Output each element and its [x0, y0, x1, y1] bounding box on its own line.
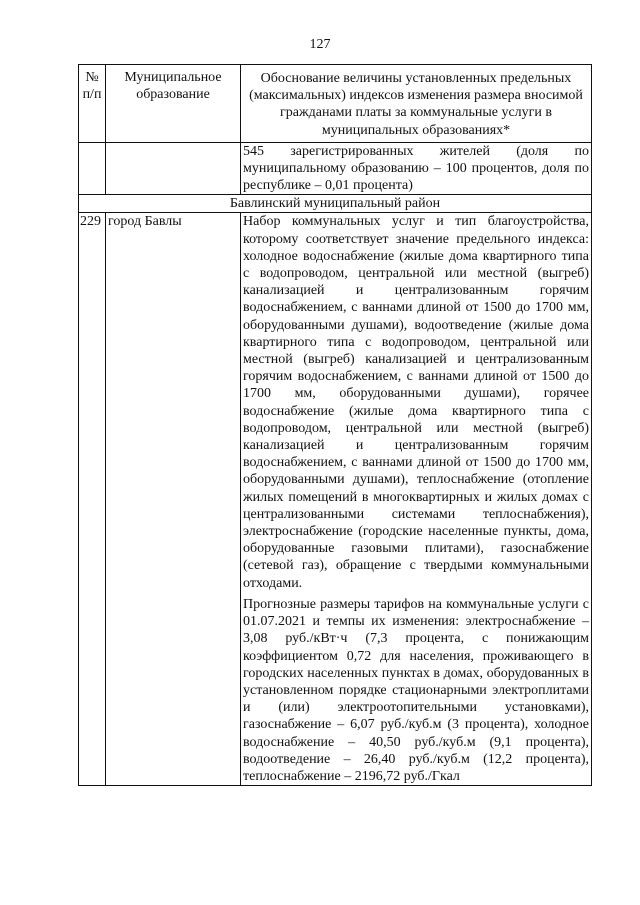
justification-paragraph-1: Набор коммунальных услуг и тип благоустройства, которому соответствует значение предельного индекса: холодное водоснабжение (жилые дома квартирного типа с водопроводом, центральной или местной (выгреб) канализацией и централизованным горячим водоснабжением, с ваннами длиной от 1500 до 1700 мм, оборудованными душами), водоотведение (жилые дома квартирного типа с водопроводом, центральной или местной (выгреб) канализацией и централизованным горячим водоснабжением, с ваннами длиной от 1500 до 1700 мм, оборудованными душами), горячее водоснабжение (жилые дома квартирного типа с водопроводом, центральной или местной (выгреб) канализацией и централизованным горячим водоснабжением, с ваннами длиной от 1500 до 1700 мм, оборудованными душами), теплоснабжение (отопление жилых помещений в многоквартирных и жилых домах с централизованными системами теплоснабжения), электроснабжение (городские населенные пункты, дома, оборудованные газовыми плитами), газоснабжение (сетевой газ), обращение с твердыми коммунальными отходами. [243, 214, 589, 591]
region-row [79, 195, 592, 213]
table-header-row [79, 65, 592, 143]
region-title: Бавлинский муниципальный район [79, 195, 592, 213]
continuation-municipality-cell [106, 142, 241, 195]
tariff-table [78, 64, 592, 786]
page-number: 127 [309, 37, 331, 52]
continuation-text: 545 зарегистрированных жителей (доля по муниципальному образованию – 100 процентов, доля по республике – 0,01 процента) [241, 142, 592, 195]
justification-paragraph-2: Прогнозные размеры тарифов на коммунальные услуги с 01.07.2021 и темпы их изменения: электроснабжение – 3,08 руб./кВт·ч (7,3 процента, с понижающим коэффициентом 0,72 для населения, проживающего в городских населенных пунктах в домах, оборудованных в установленном порядке стационарными электроплитами и (или) электроотопительными установками), газоснабжение – 6,07 руб./куб.м (3 процента), холодное водоснабжение – 40,50 руб./куб.м (9,1 процента), водоотведение – 26,40 руб./куб.м (12,2 процента), теплоснабжение – 2196,72 руб./Гкал [243, 596, 589, 784]
row-number: 229 [79, 213, 106, 786]
row-municipality: город Бавлы [106, 213, 241, 786]
header-number: № п/п [79, 65, 106, 143]
row-justification [241, 213, 592, 786]
header-justification: Обоснование величины установленных предельных (максимальных) индексов изменения размера вносимой гражданами платы за коммунальные услуги в муниципальных образованиях* [241, 65, 592, 143]
continuation-number-cell [79, 142, 106, 195]
continuation-row [79, 142, 592, 195]
header-municipality: Муниципальное образование [106, 65, 241, 143]
table-row [79, 213, 592, 786]
